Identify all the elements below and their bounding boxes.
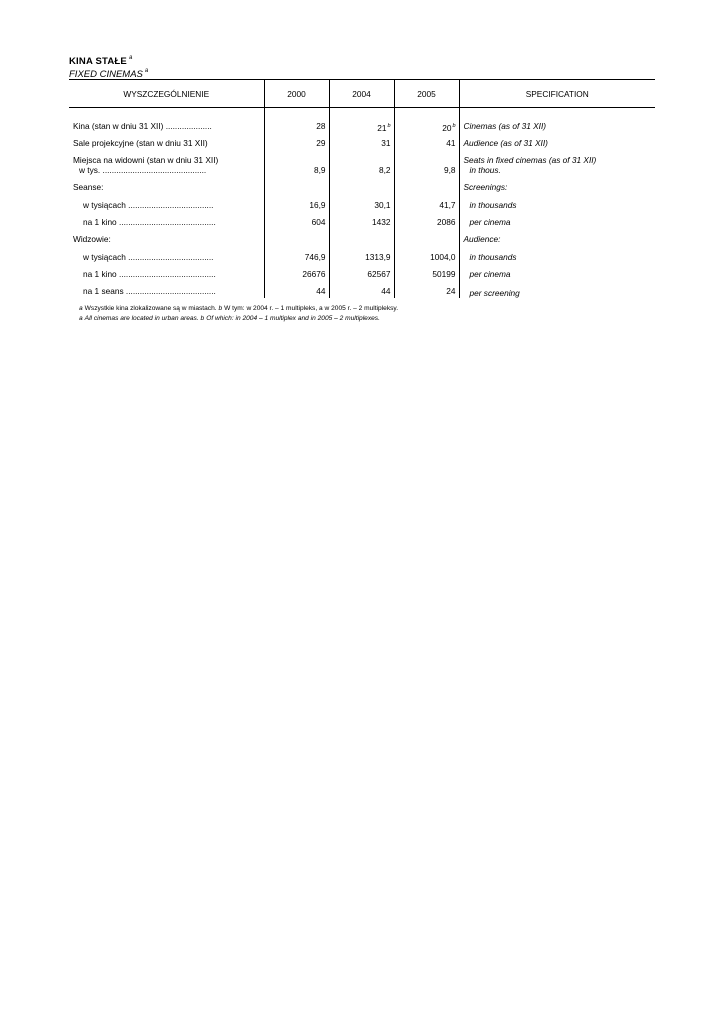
cell-2005: 41,7	[394, 200, 459, 217]
row-label	[69, 155, 264, 182]
footnote-english: a All cinemas are located in urban areas. b Of which: in 2004 – 1 multiplex and in 2005 – 2 multiplexes.	[79, 314, 380, 322]
cell-2000: 44	[264, 286, 329, 298]
cell-2005: 9,8	[394, 155, 459, 182]
header-2000: 2000	[264, 80, 329, 108]
header-row	[69, 80, 655, 108]
cell-2005: 50199	[394, 269, 459, 286]
row-spec: per screening	[469, 287, 520, 298]
title-english: FIXED CINEMAS $^a$	[69, 68, 149, 80]
section-spec: Audience:	[459, 234, 655, 252]
cell-2004: 30,1	[329, 200, 394, 217]
cell-2000: 604	[264, 217, 329, 234]
cell-2005: 1004,0	[394, 252, 459, 269]
cell-2004: 21$^b$	[329, 121, 394, 138]
table-row	[69, 252, 655, 269]
cell-2004: 44	[329, 286, 394, 298]
section-label: Seanse:	[73, 181, 104, 192]
table-row	[69, 286, 655, 298]
title-note-mark: a	[128, 55, 133, 61]
cell-2000: 28	[264, 121, 329, 138]
table-row	[69, 182, 655, 200]
cell-2005: 24	[394, 286, 459, 298]
section-spec: Screenings:	[459, 182, 655, 200]
row-label: Kina (stan w dniu 31 XII) ....................	[73, 120, 212, 131]
table-row	[69, 155, 655, 182]
table-row	[69, 217, 655, 234]
row-label: na 1 seans .......................................	[83, 285, 216, 296]
row-spec: in thousands	[469, 199, 517, 210]
row-label-line1: Miejsca na widowni (stan w dniu 31 XII)	[73, 154, 219, 165]
page	[69, 52, 655, 324]
row-spec: per cinema	[469, 216, 511, 227]
footnote-b-mark: b	[387, 122, 391, 129]
header-2004: 2004	[329, 80, 394, 108]
footnote-polish: a Wszystkie kina zlokalizowane są w miastach. b W tym: w 2004 r. – 1 multipleks, a w 2005 r. – 2 multipleksy.	[79, 304, 399, 312]
header-2005: 2005	[394, 80, 459, 108]
row-spec: per cinema	[469, 268, 511, 279]
table-row	[69, 138, 655, 155]
cell-2004: 8,2	[329, 155, 394, 182]
row-label-line2: w tys. .............................................	[79, 164, 207, 175]
section-label: Widzowie:	[73, 233, 111, 244]
row-label: w tysiącach .....................................	[83, 251, 214, 262]
row-spec: Seats in fixed cinemas (as of 31 XII) in thous.	[459, 155, 655, 182]
header-spec: SPECIFICATION	[459, 80, 655, 108]
row-label: na 1 kino ..........................................	[83, 268, 216, 279]
cell-2000: 16,9	[264, 200, 329, 217]
table-row	[69, 121, 655, 138]
header-label: WYSZCZEGÓLNIENIE	[69, 80, 264, 108]
title-en-note-mark: a	[144, 68, 149, 74]
row-spec: Audience (as of 31 XII)	[459, 138, 655, 155]
table-row	[69, 200, 655, 217]
cell-2000: 8,9	[264, 155, 329, 182]
title-polish: KINA STAŁE $^a$	[69, 55, 133, 67]
cell-2004: 62567	[329, 269, 394, 286]
cinemas-table	[69, 79, 655, 298]
cell-2005: 20$^b$	[394, 121, 459, 138]
footnotes	[69, 304, 655, 324]
cell-2004: 1432	[329, 217, 394, 234]
cell-2000: 26676	[264, 269, 329, 286]
table-row	[69, 269, 655, 286]
cell-2000: 29	[264, 138, 329, 155]
cell-2004: 31	[329, 138, 394, 155]
row-spec: in thousands	[469, 251, 517, 262]
row-label: Sale projekcyjne (stan w dniu 31 XII)	[73, 137, 208, 148]
cell-2005: 2086	[394, 217, 459, 234]
row-label: na 1 kino ..........................................	[83, 216, 216, 227]
row-spec: Cinemas (as of 31 XII)	[459, 121, 655, 138]
footnote-b-mark: b	[452, 122, 456, 129]
table-row	[69, 234, 655, 252]
row-label: w tysiącach .....................................	[83, 199, 214, 210]
cell-2000: 746,9	[264, 252, 329, 269]
cell-2004: 1313,9	[329, 252, 394, 269]
cell-2005: 41	[394, 138, 459, 155]
